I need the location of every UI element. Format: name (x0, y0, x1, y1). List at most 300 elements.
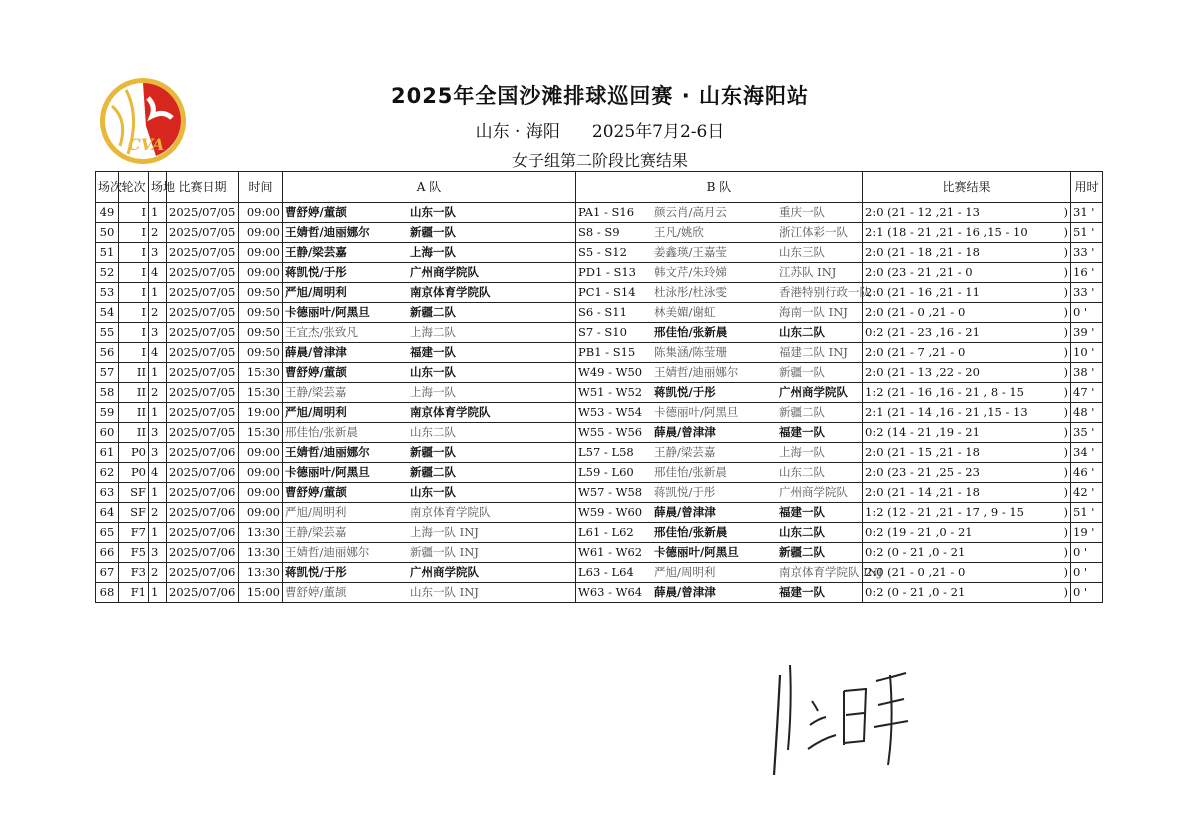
logo-text: CVA (128, 135, 165, 154)
seed-code: W63 - W64 (578, 585, 643, 599)
team-a-name: 新疆二队 (410, 305, 456, 319)
team-b-name: 福建一队 (779, 505, 825, 519)
court: 1 (149, 203, 167, 223)
team-a-cell (283, 503, 576, 523)
team-a-cell (283, 263, 576, 283)
col-match-no: 场次 (96, 172, 119, 203)
match-result: 2:0 (21 - 16 ,21 - 11 (865, 285, 980, 299)
team-a-cell (283, 363, 576, 383)
signature-image (760, 655, 920, 785)
match-duration: 48 ' (1071, 403, 1103, 423)
court: 4 (149, 463, 167, 483)
result-close-paren: ) (1063, 305, 1068, 319)
round: P0 (119, 463, 149, 483)
team-a-cell (283, 323, 576, 343)
team-b-name: 南京体育学院队 INJ (779, 565, 883, 579)
table-row (96, 323, 1103, 343)
seed-code: S7 - S10 (578, 325, 627, 339)
team-a-cell (283, 483, 576, 503)
team-a-players: 蒋凯悦/于彤 (285, 565, 347, 579)
match-duration: 35 ' (1071, 423, 1103, 443)
table-row (96, 203, 1103, 223)
match-date: 2025/07/05 (167, 323, 239, 343)
team-b-name: 新疆二队 (779, 405, 825, 419)
result-close-paren: ) (1063, 585, 1068, 599)
match-result: 2:1 (21 - 14 ,16 - 21 ,15 - 13 (865, 405, 1028, 419)
result-cell (863, 343, 1071, 363)
court: 1 (149, 483, 167, 503)
match-no: 51 (96, 243, 119, 263)
match-duration: 10 ' (1071, 343, 1103, 363)
team-a-name: 上海一队 (410, 245, 456, 259)
team-a-cell (283, 243, 576, 263)
court: 2 (149, 383, 167, 403)
team-b-name: 广州商学院队 (779, 385, 848, 399)
match-duration: 47 ' (1071, 383, 1103, 403)
result-close-paren: ) (1063, 325, 1068, 339)
round: II (119, 363, 149, 383)
team-b-players: 林美媚/谢虹 (654, 305, 716, 319)
match-result: 2:0 (21 - 7 ,21 - 0 (865, 345, 966, 359)
match-time: 13:30 (239, 543, 283, 563)
match-date: 2025/07/05 (167, 223, 239, 243)
team-b-name: 上海一队 (779, 445, 825, 459)
match-time: 09:00 (239, 503, 283, 523)
result-cell (863, 243, 1071, 263)
team-b-players: 姜鑫瑛/王嘉莹 (654, 245, 727, 259)
table-row (96, 283, 1103, 303)
seed-code: PC1 - S14 (578, 285, 636, 299)
result-cell (863, 483, 1071, 503)
team-a-name: 南京体育学院队 (410, 285, 491, 299)
match-result: 2:0 (23 - 21 ,21 - 0 (865, 265, 973, 279)
team-b-name: 江苏队 INJ (779, 265, 837, 279)
result-close-paren: ) (1063, 365, 1068, 379)
team-a-players: 严旭/周明利 (285, 285, 347, 299)
match-duration: 46 ' (1071, 463, 1103, 483)
match-result: 2:0 (21 - 13 ,22 - 20 (865, 365, 980, 379)
match-time: 15:30 (239, 363, 283, 383)
round: II (119, 403, 149, 423)
match-result: 2:0 (21 - 18 ,21 - 18 (865, 245, 980, 259)
team-b-cell (576, 383, 863, 403)
team-b-players: 蒋凯悦/于彤 (654, 485, 716, 499)
team-b-name: 山东三队 (779, 245, 825, 259)
team-a-cell (283, 383, 576, 403)
col-court: 场地 (149, 172, 167, 203)
team-a-name: 山东二队 (410, 425, 456, 439)
result-close-paren: ) (1063, 405, 1068, 419)
match-duration: 51 ' (1071, 223, 1103, 243)
team-b-cell (576, 503, 863, 523)
seed-code: L63 - L64 (578, 565, 634, 579)
match-time: 09:00 (239, 243, 283, 263)
team-b-players: 王静/梁芸嘉 (654, 445, 716, 459)
seed-code: L61 - L62 (578, 525, 634, 539)
team-b-name: 新疆一队 (779, 365, 825, 379)
team-b-name: 福建一队 (779, 585, 825, 599)
match-time: 09:50 (239, 323, 283, 343)
team-b-players: 王凡/姚欣 (654, 225, 704, 239)
result-close-paren: ) (1063, 225, 1068, 239)
match-date: 2025/07/05 (167, 203, 239, 223)
table-row (96, 343, 1103, 363)
table-row (96, 263, 1103, 283)
match-time: 09:00 (239, 203, 283, 223)
match-date: 2025/07/05 (167, 263, 239, 283)
team-b-players: 颜云肖/高月云 (654, 205, 727, 219)
round: F5 (119, 543, 149, 563)
match-duration: 39 ' (1071, 323, 1103, 343)
court: 3 (149, 243, 167, 263)
match-duration: 0 ' (1071, 583, 1103, 603)
team-a-players: 王静/梁芸嘉 (285, 525, 347, 539)
table-row (96, 223, 1103, 243)
team-a-name: 广州商学院队 (410, 565, 479, 579)
event-subtitle (0, 117, 1200, 142)
match-duration: 0 ' (1071, 563, 1103, 583)
result-cell (863, 423, 1071, 443)
col-round: 轮次 (119, 172, 149, 203)
table-row (96, 563, 1103, 583)
team-b-cell (576, 563, 883, 583)
page-title: 2025年全国沙滩排球巡回赛 · 山东海阳站 (390, 84, 810, 108)
team-a-name: 福建一队 (410, 345, 456, 359)
result-close-paren: ) (1063, 385, 1068, 399)
team-a-cell (283, 523, 576, 543)
table-row (96, 303, 1103, 323)
team-b-players: 薛晨/曾津津 (654, 585, 716, 599)
col-time: 时间 (239, 172, 283, 203)
court: 4 (149, 343, 167, 363)
team-a-cell (283, 203, 576, 223)
team-b-cell (576, 583, 863, 603)
result-close-paren: ) (1063, 245, 1068, 259)
team-a-name: 上海一队 INJ (410, 525, 479, 539)
team-a-name: 新疆一队 INJ (410, 545, 479, 559)
match-result: 0:2 (0 - 21 ,0 - 21 (865, 585, 966, 599)
phase-title: 女子组第二阶段比赛结果 (511, 151, 688, 170)
team-b-players: 薛晨/曾津津 (654, 505, 716, 519)
match-no: 68 (96, 583, 119, 603)
result-cell (863, 303, 1071, 323)
team-b-name: 新疆二队 (779, 545, 825, 559)
result-cell (863, 383, 1071, 403)
match-date: 2025/07/05 (167, 403, 239, 423)
team-a-players: 王静/梁芸嘉 (285, 245, 347, 259)
match-time: 15:30 (239, 423, 283, 443)
team-a-name: 新疆一队 (410, 445, 456, 459)
match-date: 2025/07/05 (167, 383, 239, 403)
team-a-name: 山东一队 INJ (410, 585, 479, 599)
team-b-cell (576, 463, 863, 483)
team-a-players: 曹舒婷/董颉 (285, 205, 347, 219)
match-time: 09:50 (239, 343, 283, 363)
team-b-name: 福建二队 INJ (779, 345, 848, 359)
round: I (119, 303, 149, 323)
match-duration: 0 ' (1071, 543, 1103, 563)
court: 2 (149, 303, 167, 323)
team-a-cell (283, 223, 576, 243)
team-b-players: 邢佳怡/张新晨 (654, 525, 728, 539)
event-dates: 2025年7月2-6日 (591, 122, 725, 142)
match-no: 54 (96, 303, 119, 323)
result-close-paren: ) (1063, 445, 1068, 459)
match-date: 2025/07/06 (167, 583, 239, 603)
seed-code: L57 - L58 (578, 445, 634, 459)
match-result: 1:2 (21 - 16 ,16 - 21 , 8 - 15 (865, 385, 1025, 399)
team-b-cell (576, 543, 863, 563)
result-close-paren: ) (1063, 565, 1068, 579)
match-no: 52 (96, 263, 119, 283)
match-time: 09:50 (239, 303, 283, 323)
team-a-name: 上海一队 (410, 385, 456, 399)
match-duration: 33 ' (1071, 283, 1103, 303)
result-close-paren: ) (1063, 525, 1068, 539)
col-result: 比赛结果 (863, 172, 1071, 203)
col-duration: 用时 (1071, 172, 1103, 203)
match-date: 2025/07/06 (167, 543, 239, 563)
team-a-players: 蒋凯悦/于彤 (285, 265, 347, 279)
match-no: 60 (96, 423, 119, 443)
result-close-paren: ) (1063, 205, 1068, 219)
round: I (119, 203, 149, 223)
match-duration: 34 ' (1071, 443, 1103, 463)
match-no: 65 (96, 523, 119, 543)
team-b-name: 山东二队 (779, 325, 825, 339)
match-duration: 33 ' (1071, 243, 1103, 263)
match-no: 64 (96, 503, 119, 523)
match-date: 2025/07/05 (167, 283, 239, 303)
match-no: 67 (96, 563, 119, 583)
match-time: 13:30 (239, 563, 283, 583)
team-a-name: 新疆二队 (410, 465, 456, 479)
team-a-players: 王宜杰/张致凡 (285, 325, 358, 339)
court: 1 (149, 403, 167, 423)
round: I (119, 323, 149, 343)
team-a-name: 山东一队 (410, 205, 456, 219)
match-result: 1:2 (12 - 21 ,21 - 17 , 9 - 15 (865, 505, 1025, 519)
seed-code: W53 - W54 (578, 405, 643, 419)
result-cell (863, 203, 1071, 223)
table-row (96, 523, 1103, 543)
team-a-name: 上海二队 (410, 325, 456, 339)
match-no: 55 (96, 323, 119, 343)
team-a-cell (283, 543, 576, 563)
match-time: 19:00 (239, 403, 283, 423)
team-b-players: 邢佳怡/张新晨 (654, 465, 727, 479)
result-cell (863, 463, 1071, 483)
round: F7 (119, 523, 149, 543)
match-no: 66 (96, 543, 119, 563)
result-cell (863, 283, 1071, 303)
team-a-players: 王静/梁芸嘉 (285, 385, 347, 399)
team-b-cell (576, 303, 863, 323)
table-row (96, 463, 1103, 483)
team-b-cell (576, 343, 863, 363)
match-duration: 38 ' (1071, 363, 1103, 383)
team-a-players: 曹舒婷/董颉 (285, 485, 347, 499)
team-b-name: 浙江体彩一队 (779, 225, 848, 239)
match-no: 58 (96, 383, 119, 403)
result-close-paren: ) (1063, 465, 1068, 479)
match-duration: 51 ' (1071, 503, 1103, 523)
result-close-paren: ) (1063, 505, 1068, 519)
round: I (119, 243, 149, 263)
match-date: 2025/07/06 (167, 483, 239, 503)
match-result: 2:0 (21 - 0 ,21 - 0 (865, 565, 966, 579)
team-b-cell (576, 203, 863, 223)
result-cell (863, 263, 1071, 283)
col-team-a: A 队 (283, 172, 576, 203)
round: II (119, 383, 149, 403)
team-a-name: 广州商学院队 (410, 265, 479, 279)
seed-code: W59 - W60 (578, 505, 643, 519)
match-date: 2025/07/05 (167, 243, 239, 263)
team-b-cell (576, 363, 863, 383)
table-header-row (96, 172, 1103, 203)
team-b-name: 福建一队 (779, 425, 825, 439)
match-no: 49 (96, 203, 119, 223)
court: 2 (149, 563, 167, 583)
team-a-cell (283, 403, 576, 423)
round: F1 (119, 583, 149, 603)
team-a-players: 曹舒婷/董颉 (285, 585, 347, 599)
match-result: 2:1 (18 - 21 ,21 - 16 ,15 - 10 (865, 225, 1028, 239)
team-a-players: 严旭/周明利 (285, 505, 347, 519)
match-duration: 16 ' (1071, 263, 1103, 283)
team-b-players: 卡德丽叶/阿黑旦 (654, 545, 739, 559)
team-a-cell (283, 583, 576, 603)
team-b-cell (576, 323, 863, 343)
result-cell (863, 563, 1071, 583)
team-b-cell (576, 423, 863, 443)
match-time: 13:30 (239, 523, 283, 543)
match-result: 0:2 (19 - 21 ,0 - 21 (865, 525, 973, 539)
match-time: 15:30 (239, 383, 283, 403)
match-no: 56 (96, 343, 119, 363)
team-b-players: 严旭/周明利 (654, 565, 716, 579)
match-result: 2:0 (21 - 0 ,21 - 0 (865, 305, 966, 319)
result-cell (863, 503, 1071, 523)
team-a-players: 曹舒婷/董颉 (285, 365, 347, 379)
team-b-cell (576, 283, 871, 303)
match-result: 0:2 (14 - 21 ,19 - 21 (865, 425, 980, 439)
match-time: 09:00 (239, 443, 283, 463)
match-date: 2025/07/05 (167, 303, 239, 323)
result-close-paren: ) (1063, 345, 1068, 359)
team-b-cell (576, 403, 863, 423)
seed-code: W61 - W62 (578, 545, 643, 559)
table-row (96, 503, 1103, 523)
result-cell (863, 523, 1071, 543)
table-row (96, 583, 1103, 603)
table-row (96, 243, 1103, 263)
result-cell (863, 363, 1071, 383)
match-time: 09:00 (239, 483, 283, 503)
match-time: 09:00 (239, 263, 283, 283)
team-b-name: 海南一队 INJ (779, 305, 848, 319)
team-a-cell (283, 563, 576, 583)
team-a-players: 卡德丽叶/阿黑旦 (285, 465, 370, 479)
match-no: 57 (96, 363, 119, 383)
match-time: 15:00 (239, 583, 283, 603)
table-row (96, 443, 1103, 463)
match-date: 2025/07/06 (167, 463, 239, 483)
result-close-paren: ) (1063, 545, 1068, 559)
team-b-players: 薛晨/曾津津 (654, 425, 716, 439)
event-location: 山东 · 海阳 (475, 122, 560, 142)
result-cell (863, 443, 1071, 463)
match-date: 2025/07/06 (167, 563, 239, 583)
team-b-name: 山东二队 (779, 525, 825, 539)
team-b-name: 广州商学院队 (779, 485, 848, 499)
match-duration: 42 ' (1071, 483, 1103, 503)
team-b-players: 邢佳怡/张新晨 (654, 325, 728, 339)
seed-code: L59 - L60 (578, 465, 634, 479)
team-b-cell (576, 223, 863, 243)
team-a-players: 王婧哲/迪丽娜尔 (285, 445, 370, 459)
team-a-cell (283, 303, 576, 323)
table-row (96, 403, 1103, 423)
match-no: 61 (96, 443, 119, 463)
team-a-cell (283, 443, 576, 463)
court: 1 (149, 523, 167, 543)
match-no: 62 (96, 463, 119, 483)
team-a-cell (283, 283, 576, 303)
match-no: 63 (96, 483, 119, 503)
seed-code: PB1 - S15 (578, 345, 636, 359)
team-a-name: 南京体育学院队 (410, 405, 491, 419)
team-a-players: 邢佳怡/张新晨 (285, 425, 358, 439)
match-result: 2:0 (21 - 12 ,21 - 13 (865, 205, 980, 219)
team-b-players: 韩文芹/朱玲娣 (654, 265, 727, 279)
team-a-name: 山东一队 (410, 485, 456, 499)
team-b-cell (576, 523, 863, 543)
round: P0 (119, 443, 149, 463)
team-a-name: 山东一队 (410, 365, 456, 379)
round: I (119, 283, 149, 303)
result-cell (863, 323, 1071, 343)
round: I (119, 343, 149, 363)
result-close-paren: ) (1063, 265, 1068, 279)
result-close-paren: ) (1063, 425, 1068, 439)
match-result: 0:2 (21 - 23 ,16 - 21 (865, 325, 980, 339)
match-result: 2:0 (21 - 14 ,21 - 18 (865, 485, 980, 499)
result-cell (863, 583, 1071, 603)
court: 3 (149, 543, 167, 563)
team-a-cell (283, 343, 576, 363)
court: 1 (149, 283, 167, 303)
team-b-players: 卡德丽叶/阿黑旦 (654, 405, 739, 419)
team-b-name: 重庆一队 (779, 205, 825, 219)
match-duration: 19 ' (1071, 523, 1103, 543)
team-a-cell (283, 463, 576, 483)
match-result: 2:0 (21 - 15 ,21 - 18 (865, 445, 980, 459)
team-b-cell (576, 263, 863, 283)
table-row (96, 383, 1103, 403)
team-b-name: 山东二队 (779, 465, 825, 479)
seed-code: W57 - W58 (578, 485, 643, 499)
result-cell (863, 223, 1071, 243)
seed-code: PA1 - S16 (578, 205, 635, 219)
court: 2 (149, 503, 167, 523)
court: 4 (149, 263, 167, 283)
round: SF (119, 483, 149, 503)
seed-code: W55 - W56 (578, 425, 643, 439)
match-date: 2025/07/06 (167, 523, 239, 543)
court: 3 (149, 423, 167, 443)
